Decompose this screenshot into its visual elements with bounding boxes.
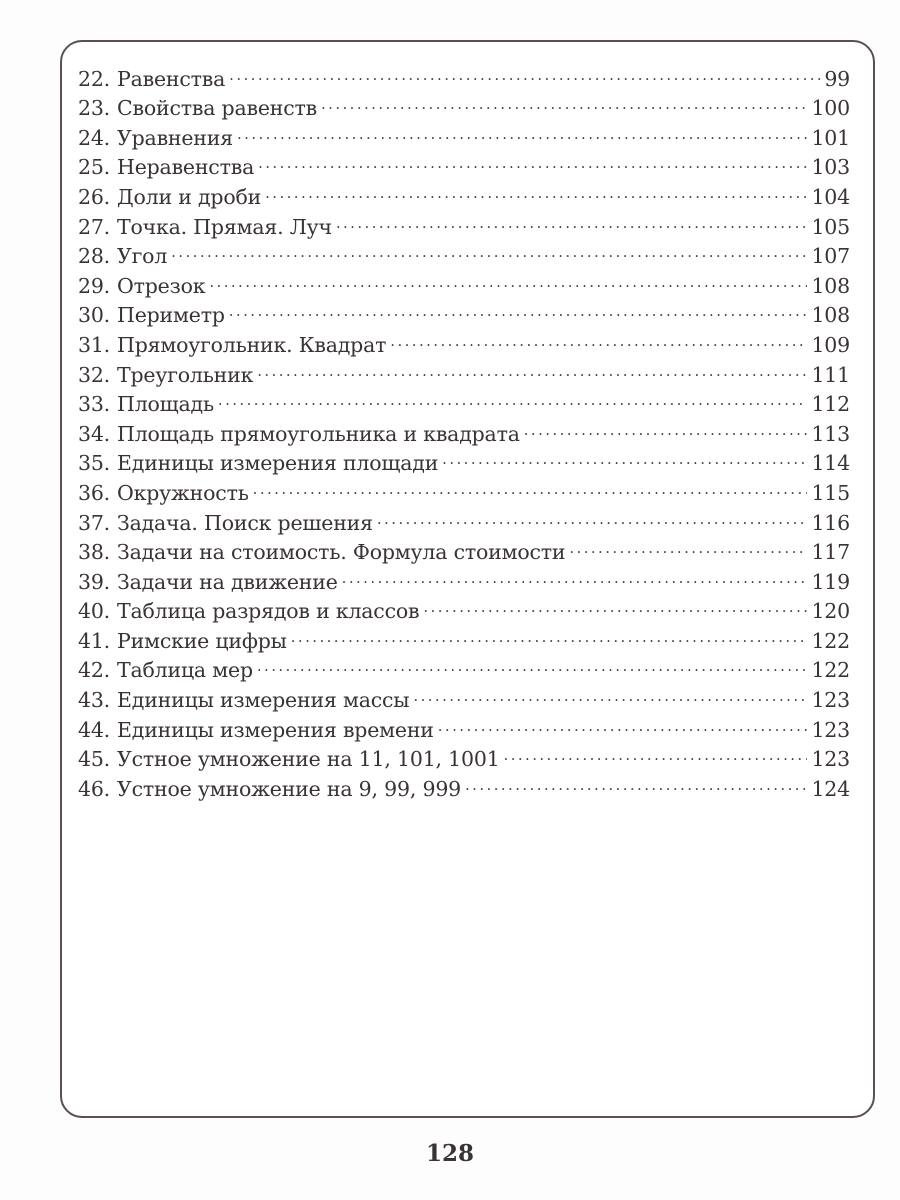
toc-entry-number: 22. [78,66,111,91]
toc-entry-title: Таблица разрядов и классов [117,599,420,624]
toc-entry-page: 116 [811,510,850,535]
toc-entry-title: Единицы измерения времени [117,717,434,742]
dot-leader [342,559,808,589]
toc-entry-number: 46. [78,776,111,801]
toc-entry-page: 113 [811,421,850,446]
toc-entry-number: 23. [78,96,111,121]
toc-entry-number: 38. [78,540,111,565]
dot-leader [423,589,807,619]
toc-entry-number: 34. [78,421,111,446]
toc-entry-title: Площадь прямоугольника и квадрата [117,421,520,446]
toc-entry-page: 111 [811,362,850,387]
toc-entry-page: 100 [811,96,850,121]
toc-entry-number: 30. [78,303,111,328]
toc-entry-page: 122 [811,658,850,683]
table-of-contents [78,56,850,801]
toc-entry-page: 124 [811,776,850,801]
toc-entry-title: Римские цифры [117,628,287,653]
dot-leader [229,56,820,86]
dot-leader [209,263,807,293]
dot-leader [171,234,807,264]
dot-leader [569,530,807,560]
toc-entry-title: Доли и дроби [117,184,262,209]
toc-entry-page: 119 [811,569,850,594]
toc-entry-page: 103 [811,155,850,180]
toc-entry-number: 29. [78,273,111,298]
toc-entry-page: 104 [811,184,850,209]
dot-leader [257,648,808,678]
dot-leader [218,382,808,412]
toc-entry-number: 26. [78,184,111,209]
toc-entry-page: 123 [811,747,850,772]
dot-leader [413,677,807,707]
dot-leader [265,174,807,204]
dot-leader [524,411,808,441]
toc-entry-number: 28. [78,244,111,269]
toc-entry-number: 36. [78,480,111,505]
toc-entry-title: Периметр [117,303,225,328]
toc-entry-title: Треугольник [117,362,254,387]
toc-entry-title: Угол [117,244,168,269]
dot-leader [291,618,808,648]
toc-entry-title: Единицы измерения массы [117,688,410,713]
dot-leader [258,145,807,175]
dot-leader [438,707,808,737]
toc-entry-page: 99 [824,66,850,91]
toc-entry-number: 45. [78,747,111,772]
toc-entry-page: 120 [811,599,850,624]
toc-entry [78,234,850,269]
dot-leader [442,441,807,471]
toc-entry-title: Окружность [117,480,249,505]
dot-leader [257,352,807,382]
page-number: 128 [425,1140,474,1167]
toc-entry-number: 32. [78,362,111,387]
toc-entry-number: 43. [78,688,111,713]
toc-entry-title: Единицы измерения площади [117,451,439,476]
toc-entry-title: Устное умножение на 11, 101, 1001 [117,747,500,772]
toc-entry-title: Площадь [117,392,214,417]
toc-entry-page: 122 [811,628,850,653]
toc-entry-number: 35. [78,451,111,476]
toc-entry-page: 114 [811,451,850,476]
toc-entry-title: Задачи на движение [117,569,338,594]
toc-entry-page: 123 [811,717,850,742]
toc-entry-page: 108 [811,303,850,328]
toc-entry-number: 40. [78,599,111,624]
dot-leader [321,86,807,116]
toc-entry [78,263,850,298]
toc-entry-number: 27. [78,214,111,239]
toc-entry-page: 101 [811,125,850,150]
toc-entry-number: 25. [78,155,111,180]
toc-entry-page: 123 [811,688,850,713]
dot-leader [253,470,808,500]
toc-entry-page: 105 [811,214,850,239]
toc-entry-title: Устное умножение на 9, 99, 999 [117,776,462,801]
toc-entry-number: 42. [78,658,111,683]
toc-entry-number: 44. [78,717,111,742]
dot-leader [229,293,808,323]
toc-entry-number: 33. [78,392,111,417]
toc-entry-number: 24. [78,125,111,150]
dot-leader [336,204,808,234]
toc-entry-title: Точка. Прямая. Луч [117,214,332,239]
dot-leader [504,737,808,767]
toc-entry-number: 37. [78,510,111,535]
toc-entry-page: 108 [811,273,850,298]
toc-entry-page: 117 [811,540,850,565]
toc-entry-title: Равенства [117,66,226,91]
toc-entry-number: 41. [78,628,111,653]
toc-entry-number: 39. [78,569,111,594]
toc-entry-page: 107 [811,244,850,269]
toc-entry-page: 115 [811,480,850,505]
dot-leader [237,115,807,145]
dot-leader [377,500,808,530]
toc-entry-title: Неравенства [117,155,255,180]
toc-entry-title: Отрезок [117,273,206,298]
toc-entry-page: 109 [811,332,850,357]
toc-entry-number: 31. [78,332,111,357]
dot-leader [390,322,807,352]
toc-entry-title: Уравнения [117,125,233,150]
dot-leader [465,766,807,796]
toc-entry-title: Свойства равенств [117,96,317,121]
toc-entry-page: 112 [811,392,850,417]
toc-entry-title: Таблица мер [117,658,253,683]
toc-entry-title: Задача. Поиск решения [117,510,373,535]
toc-entry [78,56,850,91]
toc-entry-title: Прямоугольник. Квадрат [117,332,387,357]
toc-entry-title: Задачи на стоимость. Формула стоимости [117,540,566,565]
